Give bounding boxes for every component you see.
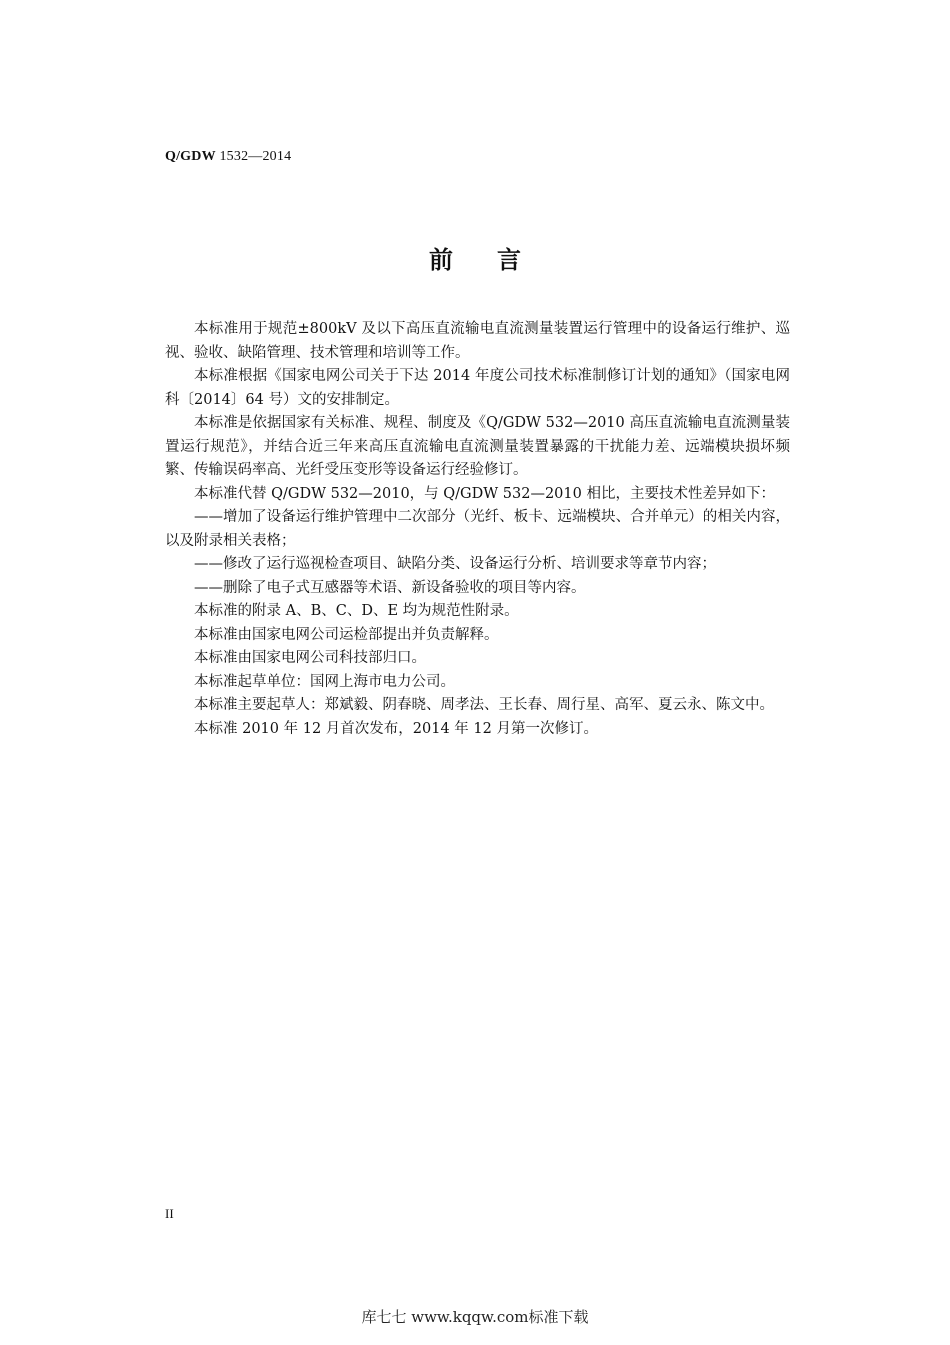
- paragraph-basis-standards: 本标准是依据国家有关标准、规程、制度及《Q/GDW 532—2010 高压直流输电直流测量装置运行规范》，并结合近三年来高压直流输电直流测量装置暴露的干扰能力差、远端模块损坏频繁、传输误码率高、光纤受压变形等设备运行经验修订。: [165, 415, 790, 478]
- watermark-text: 库七七 www.kqqw.com标准下载: [361, 1308, 589, 1326]
- paragraph-release-history: 本标准 2010 年 12 月首次发布，2014 年 12 月第一次修订。: [194, 720, 598, 737]
- document-code: [165, 149, 291, 165]
- paragraph-change-modified: ——修改了运行巡视检查项目、缺陷分类、设备运行分析、培训要求等章节内容；: [194, 556, 716, 572]
- document-code-prefix: Q/GDW: [165, 149, 216, 164]
- paragraph-administrator: 本标准由国家电网公司科技部归口。: [194, 650, 426, 666]
- foreword-body: [165, 318, 790, 741]
- paragraph-change-added: ——增加了设备运行维护管理中二次部分（光纤、板卡、远端模块、合并单元）的相关内容，以及附录相关表格；: [165, 509, 790, 549]
- paragraph-scope: 本标准用于规范±800kV 及以下高压直流输电直流测量装置运行管理中的设备运行维护、巡视、验收、缺陷管理、技术管理和培训等工作。: [165, 321, 790, 361]
- paragraph-appendix: 本标准的附录 A、B、C、D、E 均为规范性附录。: [194, 603, 519, 619]
- page-title: 前言: [429, 246, 565, 274]
- paragraph-basis-notice: 本标准根据《国家电网公司关于下达 2014 年度公司技术标准制修订计划的通知》（国家电网科〔2014〕64 号）文的安排制定。: [165, 368, 790, 408]
- paragraph-change-deleted: ——删除了电子式互感器等术语、新设备验收的项目等内容。: [194, 579, 586, 596]
- paragraph-replacement: 本标准代替 Q/GDW 532—2010，与 Q/GDW 532—2010 相比，主要技术性差异如下：: [194, 485, 775, 502]
- paragraph-drafting-unit: 本标准起草单位：国网上海市电力公司。: [194, 673, 455, 690]
- page-number: II: [165, 1206, 174, 1221]
- document-code-number: 1532—2014: [215, 149, 292, 164]
- paragraph-drafters: 本标准主要起草人：郑斌毅、阴春晓、周孝法、王长春、周行星、高军、夏云永、陈文中。: [194, 697, 774, 713]
- paragraph-proposer: 本标准由国家电网公司运检部提出并负责解释。: [194, 626, 499, 643]
